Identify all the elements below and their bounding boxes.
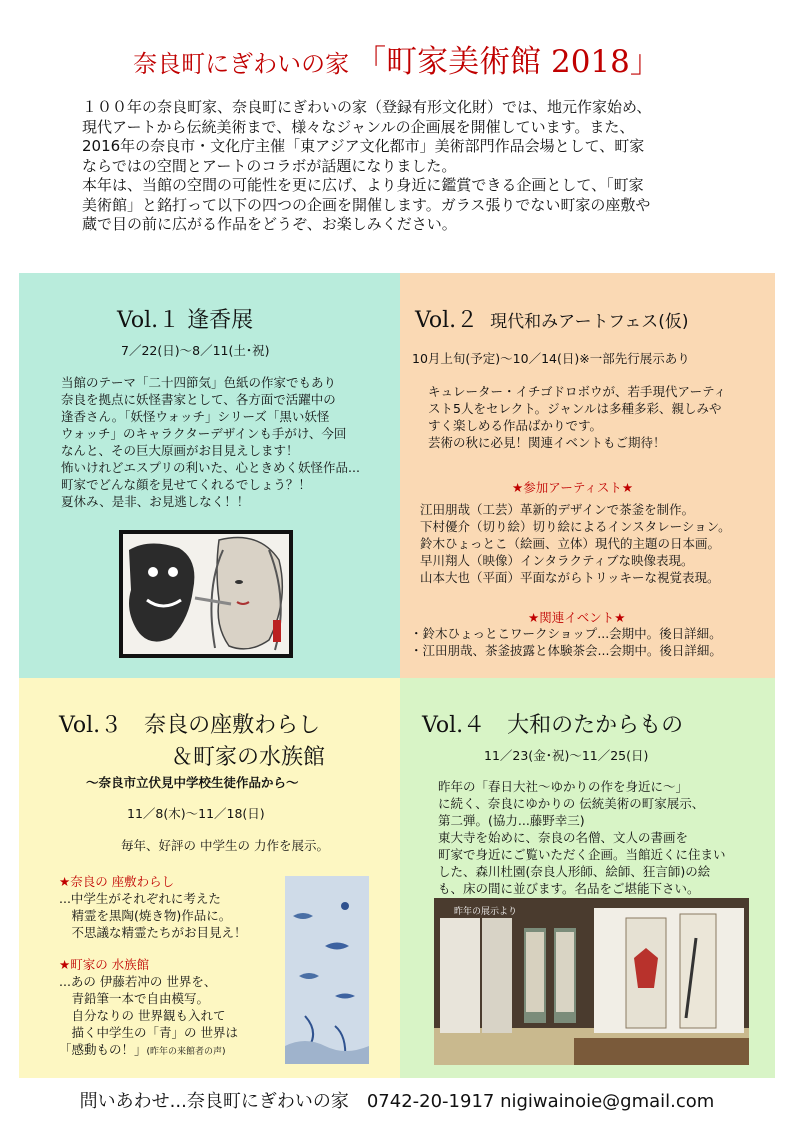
vol3-s2-line: ...あの 伊藤若冲の 世界を、 (59, 974, 217, 989)
vol3-section2-heading: ★町家の 水族館 (59, 957, 150, 972)
aquarium-drawing-image (285, 876, 369, 1064)
vol4-body-line: した、森川杜園(奈良人形師、絵師、狂言師)の絵 (438, 864, 711, 879)
vol2-body-line: キュレーター・イチゴドロボウが、若手現代アーティ (428, 384, 727, 399)
vol4-body-line: 町家で身近にご覧いただく企画。当館近くに住まい (438, 847, 726, 862)
yokai-artwork-image (119, 530, 293, 658)
vol2-subheading: 現代和みアートフェス(仮) (490, 312, 689, 332)
page-title (0, 36, 794, 81)
vol3-date: 11／8(木)～11／18(日) (127, 806, 265, 821)
vol2-event-line: ・鈴木ひょっとこワークショップ...会期中。後日詳細。 (410, 626, 722, 641)
title-prefix: 奈良町にぎわいの家 (133, 50, 350, 78)
vol4-heading: Vol.４ 大和のたからもの (422, 713, 684, 738)
intro-line: 本年は、当館の空間の可能性を更に広げ、より身近に鑑賞できる企画として、「町家 (82, 176, 644, 194)
vol2-artists-heading: ★参加アーティスト★ (512, 480, 634, 495)
intro-line: 美術館」と銘打って以下の四つの企画を開催します。ガラス張りでない町家の座敷や (82, 195, 651, 214)
vol2-heading-number: Vol.２ (415, 308, 479, 333)
vol3-heading-line1: Vol.３ 奈良の座敷わらし (59, 713, 321, 738)
intro-line: １００年の奈良町家、奈良町にぎわいの家（登録有形文化財）では、地元作家始め、 (82, 98, 652, 116)
vol3-heading-line2: ＆町家の水族館 (171, 745, 326, 770)
vol3-s2-last-line (59, 1041, 238, 1061)
vol1-body-line: 奈良を拠点に妖怪書家として、各方面で活躍中の (61, 392, 336, 407)
vol2-panel (400, 273, 775, 678)
vol3-s1-line: 精霊を黒陶(焼き物)作品に。 (59, 908, 232, 923)
vol1-body-line: なんと、その巨大原画がお目見えします！ (61, 443, 299, 458)
intro-text (82, 98, 762, 235)
vol3-intro: 毎年、好評の 中学生の 力作を展示。 (121, 838, 329, 853)
vol2-artists (420, 501, 731, 586)
vol2-artist-line: 早川翔人（映像）インタラクティブな映像表現。 (420, 553, 694, 568)
vol2-body-line: 芸術の秋に必見！関連イベントもご期待！ (428, 435, 666, 450)
exhibition-photo (434, 898, 749, 1065)
vol1-body (61, 374, 360, 510)
vol3-s2-line: 青鉛筆一本で自由模写。 (59, 991, 210, 1006)
contact-footer: 問いあわせ...奈良町にぎわいの家 0742-20-1917 nigiwainoie@gmail.com (79, 1091, 715, 1112)
vol3-s1-line: 不思議な精霊たちがお目見え！ (59, 925, 247, 940)
vol1-body-line: 逢香さん。「妖怪ウォッチ」シリーズ「黒い妖怪 (61, 409, 330, 424)
vol2-artist-line: 山本大也（平面）平面ながらトリッキーな視覚表現。 (420, 570, 720, 585)
vol4-panel (400, 678, 775, 1078)
intro-line: 現代アートから伝統美術まで、様々なジャンルの企画展を開催しています。また、 (82, 117, 635, 136)
vol1-panel (19, 273, 400, 678)
vol4-body-line: 東大寺を始めに、奈良の名僧、文人の書画を (438, 830, 689, 845)
vol3-section1-body (59, 890, 247, 941)
vol3-section1-heading: ★奈良の 座敷わらし (59, 874, 175, 889)
vol2-events (410, 625, 722, 659)
vol4-body-line: 第二弾。(協力...藤野幸三) (438, 813, 585, 828)
vol4-body (438, 778, 726, 897)
vol2-body-line: スト5人をセレクト。ジャンルは多種多彩、親しみや (428, 401, 722, 416)
vol3-section2-body (59, 973, 238, 1061)
vol2-event-line: ・江田朋哉、茶釜披露と体験茶会...会期中。後日詳細。 (410, 643, 722, 658)
vol3-s2-line: 描く中学生の「青」の 世界は (59, 1025, 238, 1040)
vol4-body-line: も、床の間に並びます。名品をご堪能下さい。 (438, 881, 700, 896)
vol2-artist-line: 下村優介（切り絵）切り絵によるインスタレーション。 (420, 519, 731, 534)
vol4-body-line: 昨年の「春日大社～ゆかりの作を身近に～」 (438, 779, 689, 794)
vol3-s2-note: (昨年の来館者の声) (146, 1047, 226, 1057)
vol2-body (428, 383, 726, 451)
intro-line: 2016年の奈良市・文化庁主催「東アジア文化都市」美術部門作品会場として、町家 (82, 137, 645, 155)
vol1-body-line: 怖いけれどエスプリの利いた、心ときめく妖怪作品... (61, 460, 360, 475)
vol1-body-line: ウォッチ」のキャラクターデザインも手がけ、今回 (61, 426, 347, 441)
vol3-s1-line: ...中学生がそれぞれに考えた (59, 891, 221, 906)
vol2-artist-line: 江田朋哉（工芸）革新的デザインで茶釜を制作。 (420, 502, 695, 517)
vol3-subtitle: ～奈良市立伏見中学校生徒作品から～ (86, 775, 299, 790)
vol2-date: 10月上旬(予定)～10／14(日)※一部先行展示あり (412, 351, 690, 366)
vol3-s2-line: 自分なりの 世界観も入れて (59, 1008, 226, 1023)
vol1-heading: Vol.１ 逢香展 (117, 308, 254, 333)
vol3-s2-last: 「感動もの！」 (59, 1042, 147, 1057)
vol1-body-line: 町家でどんな顔を見せてくれるでしょう？！ (61, 477, 311, 492)
vol1-date: 7／22(日)～8／11(土･祝) (121, 343, 270, 358)
vol2-body-line: すく楽しめる作品ばかりです。 (428, 418, 603, 433)
vol3-panel (19, 678, 400, 1078)
vol2-events-heading: ★関連イベント★ (528, 610, 626, 625)
vol1-body-line: 当館のテーマ「二十四節気」色紙の作家でもあり (61, 375, 337, 390)
intro-line: ならではの空間とアートのコラボが話題になりました。 (82, 156, 457, 175)
vol2-artist-line: 鈴木ひょっとこ（絵画、立体）現代的主題の日本画。 (420, 536, 721, 551)
vol2-heading (415, 303, 689, 334)
title-main: 「町家美術館 2018」 (355, 44, 661, 80)
vol4-body-line: に続く、奈良にゆかりの 伝統美術の町家展示、 (438, 796, 705, 811)
photo-caption: 昨年の展示より (454, 907, 518, 917)
vol4-date: 11／23(金･祝)～11／25(日) (484, 748, 649, 763)
vol1-body-line: 夏休み、是非、お見逃しなく！！ (61, 494, 250, 509)
intro-line: 蔵で目の前に広がる作品をどうぞ、お楽しみください。 (82, 215, 457, 233)
